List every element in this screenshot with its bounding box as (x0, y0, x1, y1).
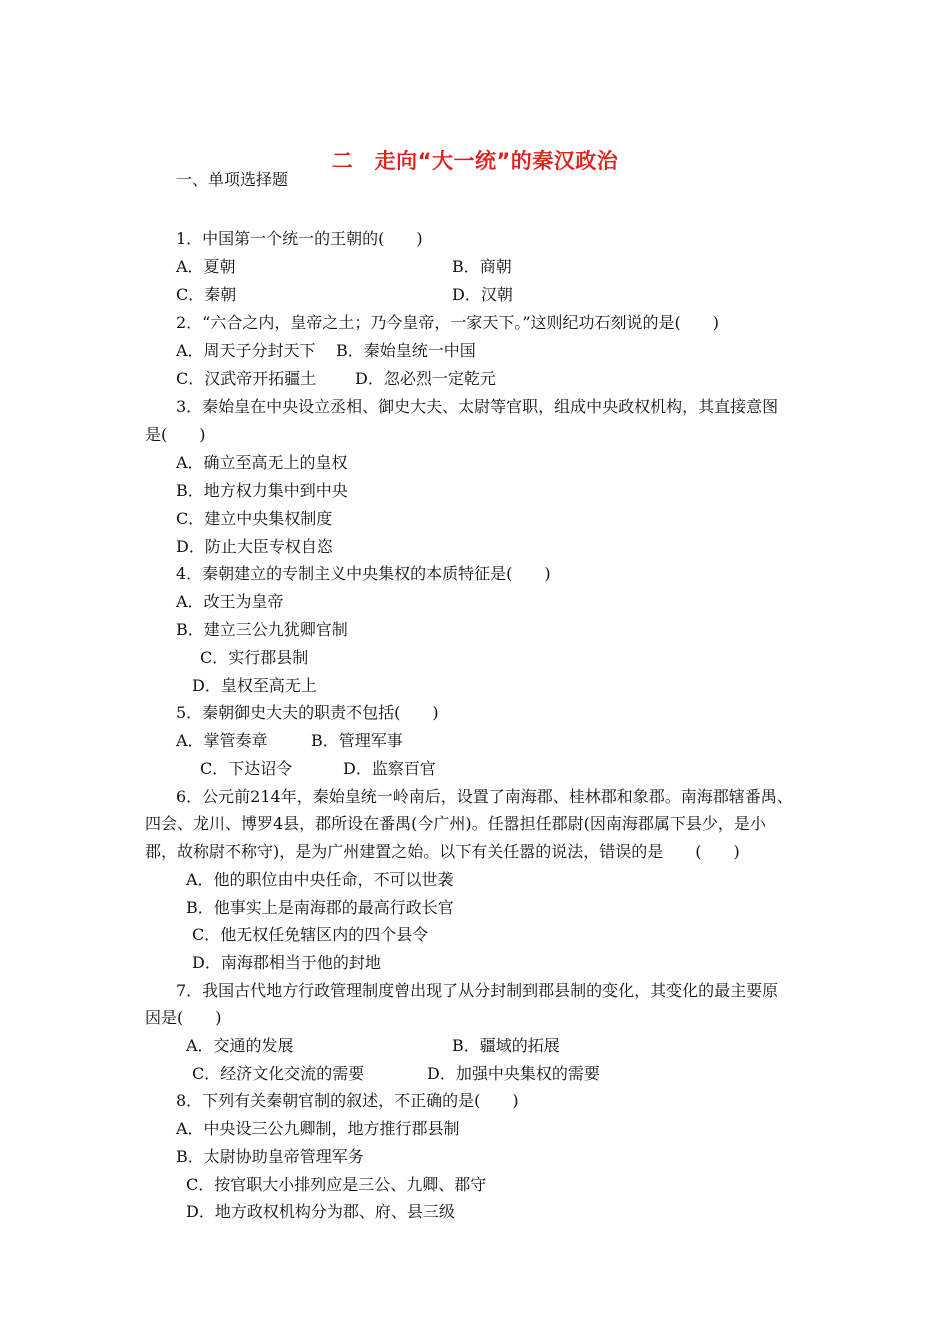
question-4-stem: 4．秦朝建立的专制主义中央集权的本质特征是( ) (176, 564, 551, 583)
section-heading: 一、单项选择题 (176, 170, 289, 189)
question-8-stem: 8．下列有关秦朝官制的叙述，不正确的是( ) (176, 1091, 519, 1110)
question-4-option-b: B．建立三公九犹卿官制 (176, 620, 348, 639)
question-7-option-b: B．疆域的拓展 (452, 1036, 560, 1055)
question-4-option-a: A．改王为皇帝 (176, 592, 284, 611)
question-2-stem: 2．“六合之内，皇帝之土；乃今皇帝，一家天下。”这则纪功石刻说的是( ) (176, 313, 720, 332)
question-1-stem: 1．中国第一个统一的王朝的( ) (176, 229, 423, 248)
question-2-option-d: D．忽必烈一定乾元 (355, 369, 496, 388)
question-7-stem-line-1: 7．我国古代地方行政管理制度曾出现了从分封制到郡县制的变化，其变化的最主要原 (176, 981, 779, 1000)
question-8-option-b: B．太尉协助皇帝管理军务 (176, 1147, 364, 1166)
question-5-option-a: A．掌管奏章 (176, 731, 268, 750)
question-2-option-b: B．秦始皇统一中国 (336, 341, 476, 360)
question-2-option-a: A．周天子分封天下 (176, 341, 316, 360)
question-2-option-c: C．汉武帝开拓疆土 (176, 369, 317, 388)
question-5-option-d: D．监察百官 (343, 759, 436, 778)
question-7-stem-line-2: 因是( ) (145, 1008, 222, 1027)
question-5-option-b: B．管理军事 (311, 731, 403, 750)
question-6-stem-line-3: 郡，故称尉不称守)，是为广州建置之始。以下有关任嚣的说法，错误的是 ( ) (145, 842, 740, 861)
question-4-option-d: D．皇权至高无上 (192, 676, 317, 695)
question-8-option-d: D．地方政权机构分为郡、府、县三级 (186, 1202, 455, 1221)
page-title: 二 走向“大一统”的秦汉政治 (331, 149, 619, 173)
question-3-option-a: A．确立至高无上的皇权 (176, 453, 348, 472)
question-5-option-c: C．下达诏令 (200, 759, 293, 778)
question-6-option-b: B．他事实上是南海郡的最高行政长官 (186, 898, 454, 917)
question-1-option-d: D．汉朝 (452, 285, 513, 304)
question-6-option-a: A．他的职位由中央任命，不可以世袭 (186, 870, 454, 889)
question-8-option-c: C．按官职大小排列应是三公、九卿、郡守 (186, 1175, 487, 1194)
question-7-option-a: A．交通的发展 (186, 1036, 294, 1055)
question-5-stem: 5．秦朝御史大夫的职责不包括( ) (176, 703, 439, 722)
question-8-option-a: A．中央设三公九卿制，地方推行郡县制 (176, 1119, 460, 1138)
question-3-option-c: C．建立中央集权制度 (176, 509, 333, 528)
question-3-stem-line-1: 3．秦始皇在中央设立丞相、御史大夫、太尉等官职，组成中央政权机构，其直接意图 (176, 397, 779, 416)
question-7-option-d: D．加强中央集权的需要 (427, 1064, 600, 1083)
question-1-option-c: C．秦朝 (176, 285, 237, 304)
question-3-stem-line-2: 是( ) (145, 425, 206, 444)
question-6-option-d: D．南海郡相当于他的封地 (192, 953, 381, 972)
question-6-stem-line-1: 6．公元前214年，秦始皇统一岭南后，设置了南海郡、桂林郡和象郡。南海郡辖番禺、 (176, 787, 793, 806)
question-6-option-c: C．他无权任免辖区内的四个县令 (192, 925, 429, 944)
question-3-option-d: D．防止大臣专权自恣 (176, 537, 333, 556)
question-6-stem-line-2: 四会、龙川、博罗4县，郡所设在番禺(今广州)。任嚣担任郡尉(因南海郡属下县少，是小 (145, 814, 766, 833)
question-1-option-a: A．夏朝 (176, 257, 236, 276)
question-7-option-c: C．经济文化交流的需要 (192, 1064, 365, 1083)
question-1-option-b: B．商朝 (452, 257, 512, 276)
question-4-option-c: C．实行郡县制 (200, 648, 309, 667)
question-3-option-b: B．地方权力集中到中央 (176, 481, 348, 500)
